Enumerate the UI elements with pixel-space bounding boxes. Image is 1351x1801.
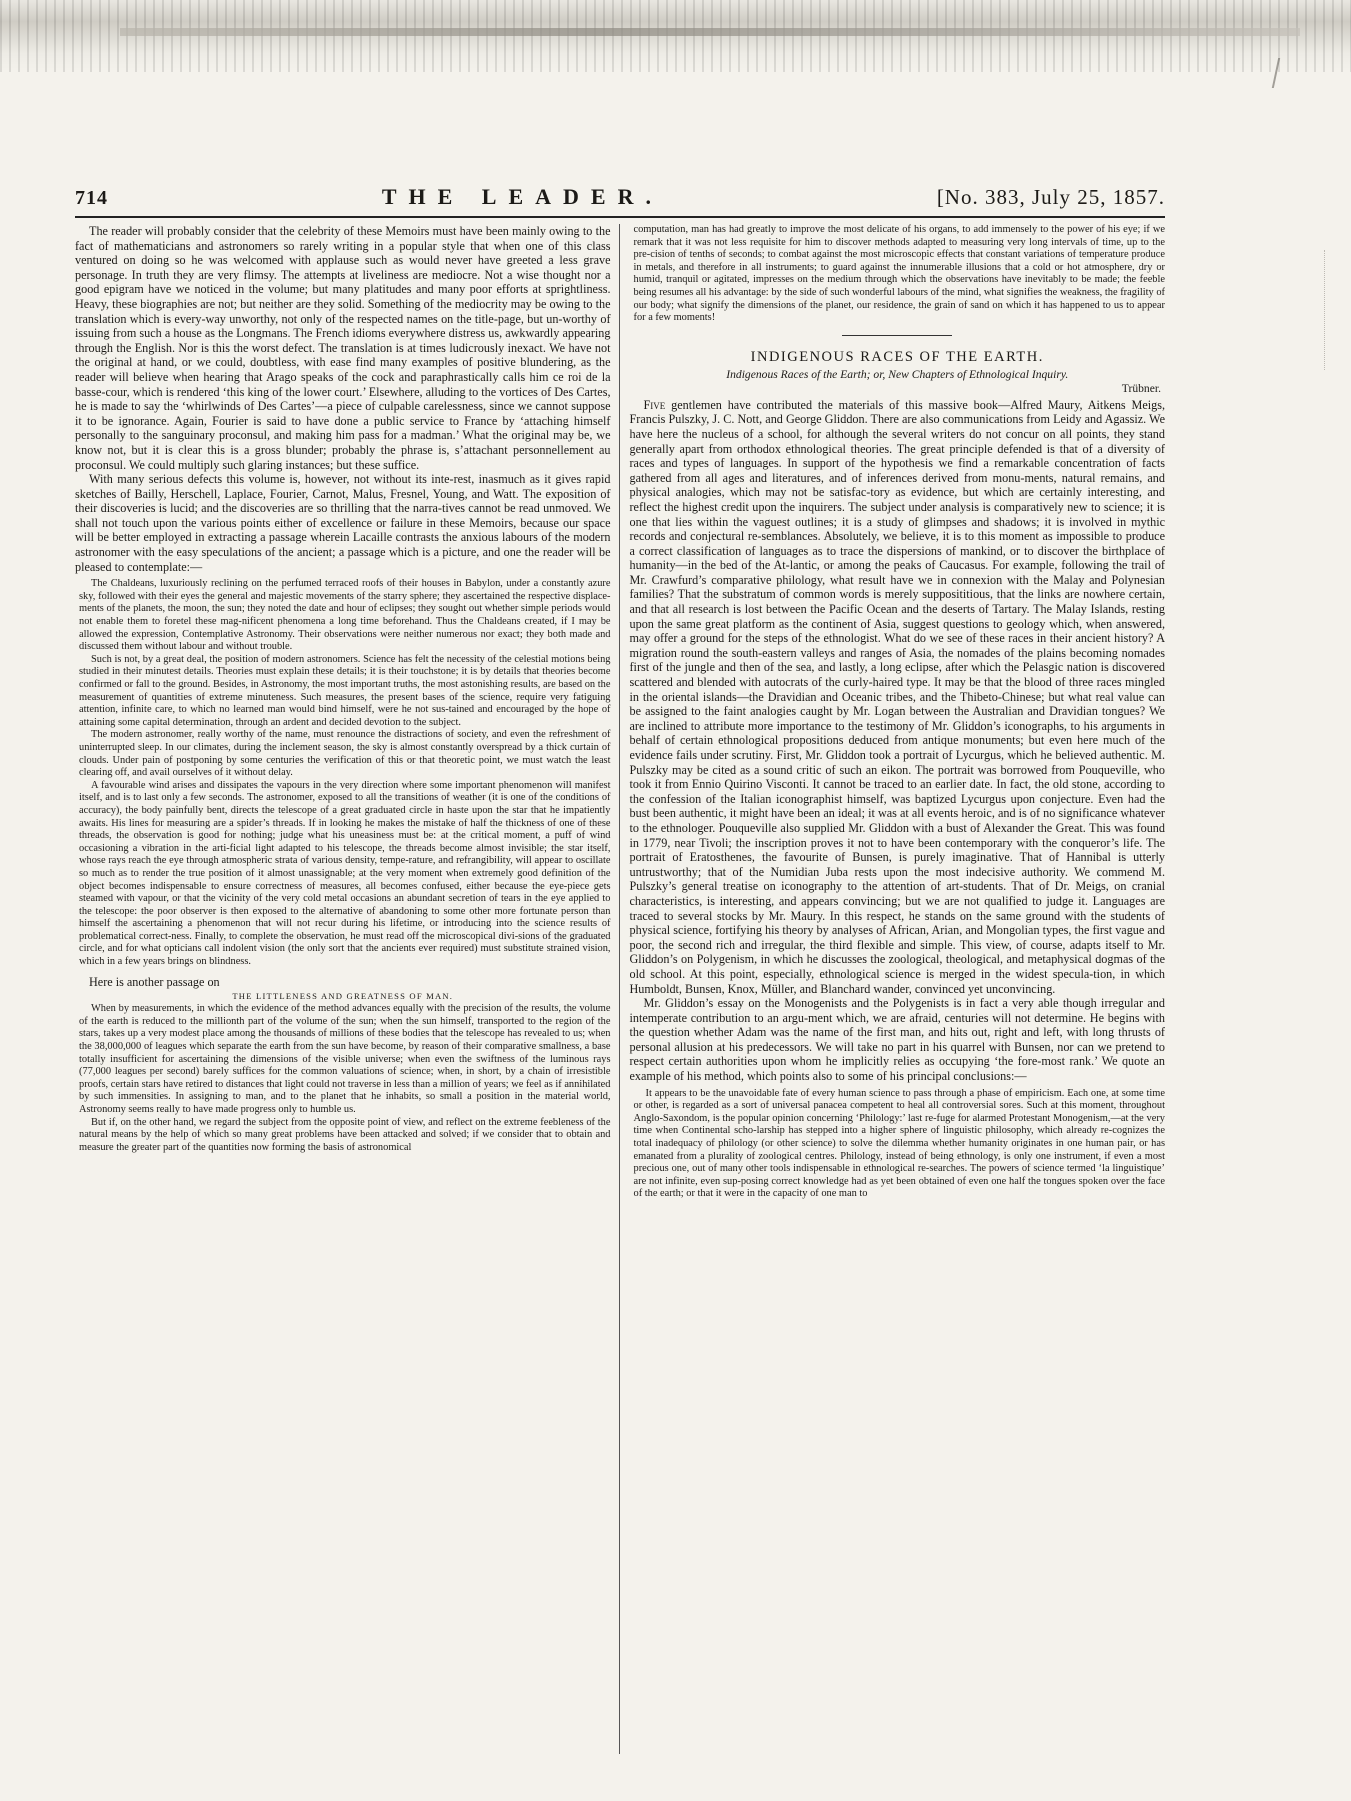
extract-paragraph: Such is not, by a great deal, the position of modern astronomers. Science has felt the necessity of the celestial motions being studied in their minutest details. Theories must explain these details; it is their touchstone; it is by details that theories become confirmed or fall to the ground. Besides, in Astronomy, the most important truths, the most astonishing results, are based on the measurement of quantities of extreme minuteness. Such measures, the present bases of the science, require very fatiguing attention, infinite care, to which no learned man would bind himself, were he not sus-tained and encouraged by the hope of attaining some capital determination, through an ardent and decided devotion to the subject. [79,653,611,728]
extract-continued [634,224,1166,325]
scan-corner-mark [1272,58,1306,88]
review-paragraph: The reader will probably consider that the celebrity of these Memoirs must have been mainly owing to the fact of mathematicians and astronomers so rarely writing in a popular style that when one of this class ventured on doing so he was welcomed with applause such as would never have greeted a less grave personage. In truth they are very flimsy. The attempts at liveliness are mediocre. Not a wise thought nor a good epigram have we noticed in the volume; but many platitudes and many poor efforts at sprightliness. Heavy, these biographies are not; but neither are they solid. Something of the mediocrity may be owing to the translation which is every-way unworthy, not only of the respected names on the title-page, but un-worthy of issuing from such a house as the Longmans. The French idioms everywhere distress us, awkwardly appearing through the English. Nor is this the worst defect. The translation is at times ludicrously inexact. We have not the original at hand, or we could, doubtless, with ease find many examples of positive blundering, as the reader will believe when hearing that Arago speaks of the cock and paraphrastically calls him ce roi de la basse-cour, which is rendered ‘this king of the lower court.’ Elsewhere, alluding to the vortices of Des Cartes, he is made to say the ‘whirlwinds of Des Cartes’—a piece of culpable carelessness, since we cannot suppose it to be ignorance. Again, Fourier is said to have done a public service to France by ‘attaching himself personally to the sanguinary proconsul, and making him pass for a madman.’ What the original may be, we know not, but it is clear this is a gross blunder; probably the phrase is, s’attachant personnellement au proconsul. We could multiply such glaring instances; but these suffice. [75,224,611,472]
review-paragraph: With many serious defects this volume is, however, not without its inte-rest, inasmuch as it gives rapid sketches of Bailly, Herschell, Laplace, Fourier, Carnot, Malus, Fresnel, Young, and Watt. The exposition of their discoveries is lucid; and the discoveries are so thrilling that the narra-tives cannot be read unmoved. We shall not touch upon the various points either of excellence or failure in these Memoirs, because our space will be better employed in extracting a passage wherein Lacaille contrasts the anxious labours of the modern astronomer with the easy speculations of the ancient; a passage which is a picture, and one the reader will be pleased to contemplate:— [75,472,611,574]
review-paragraph: Mr. Gliddon’s essay on the Monogenists and the Polygenists is in fact a very able though irregular and intemperate contribution to an argu-ment which, we are afraid, centuries will not determine. He begins with the question whether Adam was the name of the first man, and hits out, right and left, with long thrusts of personal allusion at his predecessors. We will take no part in his quarrel with Bunsen, nor can we pretend to respect certain authorities upon whom he implicitly relies as occupying ‘the fore-most rank.’ We quote an example of his method, which points also to some of his principal conclusions:— [629,996,1165,1084]
review-paragraph-text: gentlemen have contributed the materials of this massive book—Alfred Maury, Aitkens Meigs, Francis Pulszky, J. C. Nott, and George Gliddon. There are also communications from Leidy and Agassiz. We have here the nucleus of a school, for although the several writers do not concur on all points, they stand generally apart from orthodox ethnological theories. The great principle defended is that of a diversity of races and types of languages. In support of the hypothesis we find a remarkable concentration of facts gathered from all ages and literatures, and of inferences derived from monu-ments, natural remains, and physical analogies, which may not be satisfac-tory as evidence, but which are certainly interesting, and reflect the highest credit upon the inquirers. The subject under analysis is comparatively new to science; it is one that lies within the vaguest outlines; it is a study of glimpses and shadows; it is involved in mythic records and conjectural re-semblances. Absolutely, we believe, it is to this moment as impossible to produce a correct classification of languages as to trace the dispersions of mankind, or to discover the birthplace of humanity—in the bed of the At-lantic, or among the peaks of Caucasus. For example, following the trail of Mr. Crawfurd’s comparative philology, what result have we in connexion with the Malay and Polynesian families? That the substratum of common words is merely supposititious, that the links are nowhere certain, and that all research is lost between the Pacific Ocean and the deserts of Tartary. The Malay Islands, resting upon the same great platform as the continent of Asia, suggest questions to geology which, when answered, may offer a ground for the steps of the ethnologist. What do we see of these races in their ancient history? A migration round the south-eastern valleys and ranges of Asia, the nomades of the plains becoming nomades first of the jungle and then of the sea, and lastly, a long eclipse, after which the Pelasgic nation is discovered scattered and blended with autocrats of the curly-haired type. It may be that the blood of three races mingled in the oriental islands—the Dravidian and Oceanic tribes, and the Thibeto-Chinese; but what real value can be assigned to the faint analogies caught by Mr. Logan between the Australian and Dravidian tongues? We are inclined to attribute more importance to the testimony of Mr. Gliddon’s iconographs, to his arguments in behalf of certain ethnological propositions deduced from antique monuments; but even here much of the evidence fails under scrutiny. First, Mr. Gliddon took a portrait of Lycurgus, which he believed authentic. M. Pulszky may be cited as a sound critic of such an eikon. The portrait was borrowed from Pouqueville, who took it from Ennio Quirino Visconti. It cannot be traced to an earlier date. In fact, the old stone, according to the confession of the Italian iconographist himself, was baptized Lycurgus upon conjecture. Even had the bust been authentic, it might have been an ideal; it was at all events heroic, and is of no significance whatever to the ethnologer. Pouqueville also supplied Mr. Gliddon with a bust of Alexander the Great. This was found in 1779, near Tivoli; the inscription proves it not to have been contemporary with the conqueror’s life. The portrait of Eratosthenes, the favourite of Bunsen, is purely imaginative. That of Hannibal is utterly untrustworthy; that of the Numidian Juba rests upon the most indecisive authority. We commend M. Pulszky’s general treatise on iconography to the attention of art-students. That of Dr. Meigs, on cranial characteristics, is interesting, and appears convincing; but we are not qualified to judge it. Languages are traced to several stocks by Mr. Maury. In this respect, he stands on the same ground with the students of physical science, fortifying his theory by analyses of African, Arian, and Mongolian types, the first vague and poor, the second rich and irregular, the third flexible and simple. This view, of course, adapts itself to Mr. Gliddon’s on Polygenism, in which he discusses the zoological, theological, and metaphysical dogmas of the old school. At this point, especially, ethnological science is merged in the widest specula-tion, in which Humboldt, Bunsen, Knox, Müller, and Blanchard wander, convinced yet unconvincing. [629,397,1165,996]
masthead: THE LEADER. [381,184,663,209]
extract-paragraph: When by measurements, in which the evidence of the method advances equally with the precision of the results, the volume of the earth is reduced to the millionth part of the volume of the sun; when the sun himself, transported to the region of the stars, takes up a very modest place among the thousands of millions of these bodies that the telescope has revealed to us; when the 38,000,000 of leagues which separate the earth from the sun have become, by reason of their comparative smallness, a base totally insufficient for ascertaining the dimensions of the visible universe; when even the swiftness of the luminous rays (77,000 leagues per second) barely suffices for the common valuations of science; when, in short, by a chain of irresistible proofs, certain stars have retired to distances that light could not traverse in less than a million of years; we feel as if annihilated by such immensities. In assigning to man, and to the planet that he inhabits, so small a position in the material world, Astronomy seems really to have made progress only to humble us. [79,1003,611,1115]
publisher: Trübner. [1121,381,1161,395]
article-subtitle: Indigenous Races of the Earth; or, New Chapters of Ethnological Inquiry. [726,367,1069,381]
passage-intro: Here is another passage on [89,974,220,989]
extract-paragraph: But if, on the other hand, we regard the subject from the opposite point of view, and reflect on the extreme feebleness of the natural means by the help of which so many great problems have been attacked and solved; if we consider that to obtain and measure the greater part of the quantities now forming the basis of astronomical [79,1116,611,1153]
extract-chaldeans [79,578,611,968]
extract-philology [634,1088,1166,1201]
scan-edge [0,0,1351,72]
issue-info: [No. 383, July 25, 1857. [936,185,1165,209]
left-column [75,224,619,1754]
extract-paragraph: The modern astronomer, really worthy of the name, must renounce the distractions of society, and even the refreshment of uninterrupted sleep. In our climates, during the inclement season, the sky is almost constantly overspread by a thick curtain of clouds. Under pain of postponing by some centuries the verification of this or that theoretic point, we must watch the least clearing off, and avail ourselves of it without delay. [79,729,611,779]
extract-paragraph: A favourable wind arises and dissipates the vapours in the very direction where some important phenomenon will manifest itself, and is to last only a few seconds. The astronomer, exposed to all the transitions of weather (it is one of the conditions of accuracy), the body painfully bent, directs the telescope of a great graduated circle in haste upon the star that he impatiently awaits. His lines for measuring are a spider’s threads. If in looking he makes the mistake of half the thickness of one of these threads, the observation is good for nothing; judge what his uneasiness must be: at the critical moment, a puff of wind occasioning a vibration in the arti-ficial light adapted to his telescope, the threads become almost invisible; the star itself, whose rays reach the eye through atmospheric strata of various density, tempe-rature, and refrangibility, will appear to oscillate so much as to render the true position of it almost unassignable; at the very moment when extremely good definition of the object becomes indispensable to ensure correctness of measures, all becomes confused, either because the eye-piece gets steamed with vapour, or that the vicinity of the very cold metal occasions an abundant secretion of tears in the eye applied to the telescope: the poor observer is then exposed to the alternative of abandoning to some other more fortunate person than himself the ascertaining a phenomenon that will not recur during his lifetime, or introducing into the science results of problematical correct-ness. Finally, to complete the observation, he must read off the microscopical divi-sions of the graduated circle, and for what opticians call indolent vision (the only sort that the ancients ever required) must substitute strained vision, which in a few years brings on blindness. [79,779,611,968]
section-divider [842,335,952,336]
passage-title: THE LITTLENESS AND GREATNESS OF MAN. [232,991,454,1002]
margin-mark [1324,250,1341,370]
lead-words: Five [643,397,666,412]
review-paragraph [630,398,1166,996]
extract-paragraph: computation, man has had greatly to improve the most delicate of his organs, to add immensely to the power of his eye; if we remark that it was not less requisite for him to discover methods adapted to measuring very long intervals of time, up to the pre-cision of tenths of seconds; to combat against the most microscopic effects that constant variations of temperature produce in metals, and therefore in all instruments; to guard against the innumerable illusions that a cold or hot atmosphere, dry or humid, tranquil or agitated, impresses on the medium through which the observations have inevitably to be made; the feeble being resumes all his advantage: by the side of such wonderful labours of the mind, what signifies the weakness, the fragility of our body; what signify the dimensions of the planet, our residence, the grain of sand on which it has happened to us to appear for a few moments! [633,224,1165,324]
right-column [619,224,1166,1754]
article-columns [75,224,1165,1754]
page-header [75,184,1165,218]
page-number: 714 [75,187,108,209]
extract-paragraph: It appears to be the unavoidable fate of every human science to pass through a phase of empiricism. Each one, at some time or other, is regarded as a sort of universal panacea competent to heal all controversial sores. Such at this moment, throughout Anglo-Saxondom, is the popular opinion concerning ‘Philology:’ last re-fuge for alarmed Protestant Monogenism,—at the very time when Continental scho-larship has stepped into a higher sphere of linguistic philosophy, which already re-cognizes the total inadequacy of philology (or other science) to solve the dilemma whether humanity originates in one human pair, or has emanated from a plurality of zoological centres. Philology, instead of being ethnology, is only one instrument, if even a most precious one, out of many other tools indispensable in ethnological re-searches. The powers of science termed ‘la linguistique’ are not infinite, even sup-posing correct knowledge had as yet been obtained of even one half the tongues spoken over the face of the earth; or that it were in the capacity of one man to [633,1087,1165,1200]
extract-paragraph: The Chaldeans, luxuriously reclining on the perfumed terraced roofs of their houses in Babylon, under a constantly azure sky, followed with their eyes the general and majestic movements of the starry sphere; they ascertained the respective displace-ments of the planets, the moon, the sun; they noted the date and hour of eclipses; they sought out whether simple periods would not enable them to foretel these mag-nificent phenomena a long time beforehand. Thus the Chaldeans created, if I may be allowed the expression, Contemplative Astronomy. Their observations were neither numerous nor exact; they both made and discussed them without labour and without trouble. [79,578,611,653]
extract-littleness [79,1003,611,1154]
article-title: INDIGENOUS RACES OF THE EARTH. [750,348,1044,365]
